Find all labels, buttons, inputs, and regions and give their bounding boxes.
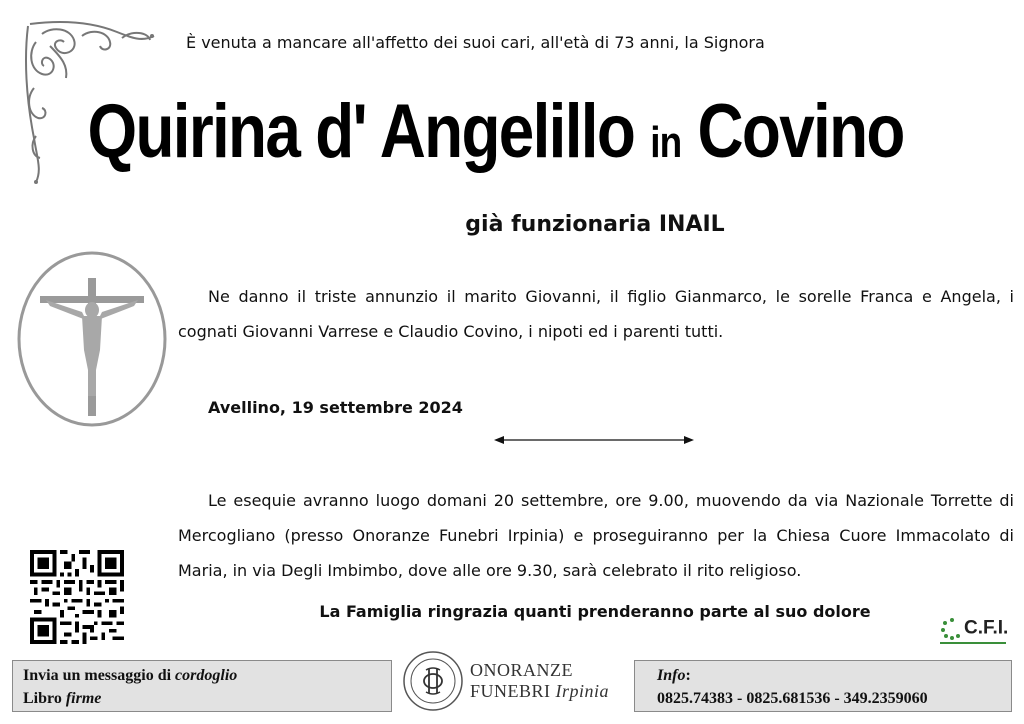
cfi-logo [940, 617, 1008, 644]
guestbook-link[interactable]: Libro firme [23, 690, 102, 707]
info-label: Info [657, 667, 686, 684]
funeral-home-name: ONORANZE FUNEBRI Irpinia [470, 660, 610, 701]
intro-text: È venuta a mancare all'affetto dei suoi cari, all'età di 73 anni, la Signora [186, 33, 765, 52]
name-first-part: Quirina d' Angelillo [87, 89, 635, 174]
phone-numbers[interactable]: 0825.74383 - 0825.681536 - 349.2359060 [657, 690, 928, 707]
name-connector: in [650, 118, 682, 167]
cfi-underline [940, 642, 1006, 644]
send-condolence-link[interactable]: Invia un messaggio di cordoglio [23, 667, 238, 684]
crucifix-icon [16, 250, 168, 428]
funeral-details-paragraph: Le esequie avranno luogo domani 20 settembre, ore 9.00, muovendo da via Nazionale Torrette di Mercogliano (presso Onoranze Funebri Irpinia) e proseguiranno per la Chiesa Cuore Immacolato di Maria, in via Degli Imbimbo, dove alle ore 9.30, sarà celebrato il rito religioso. [178, 491, 1014, 580]
family-thanks: La Famiglia ringrazia quanti prenderanno parte al suo dolore [319, 602, 871, 621]
name-married-surname: Covino [697, 89, 904, 174]
qr-code-icon[interactable] [30, 550, 124, 644]
profession-subtitle: già funzionaria INAIL [465, 212, 725, 237]
cfi-logo-text: C.F.I. [964, 617, 1009, 639]
place-and-date: Avellino, 19 settembre 2024 [208, 398, 463, 417]
double-arrow-divider-icon [492, 433, 696, 447]
contact-info-box: Info: 0825.74383 - 0825.681536 - 349.2359060 [634, 660, 1012, 712]
funeral-home-emblem-icon [402, 650, 464, 712]
cfi-dots-icon [940, 617, 964, 641]
announcement-paragraph: Ne danno il triste annunzio il marito Giovanni, il figlio Gianmarco, le sorelle Franca e Angela, i cognati Giovanni Varrese e Claudio Covino, i nipoti ed i parenti tutti. [178, 287, 1014, 341]
condolence-links-box [12, 660, 392, 712]
deceased-name [0, 88, 991, 175]
